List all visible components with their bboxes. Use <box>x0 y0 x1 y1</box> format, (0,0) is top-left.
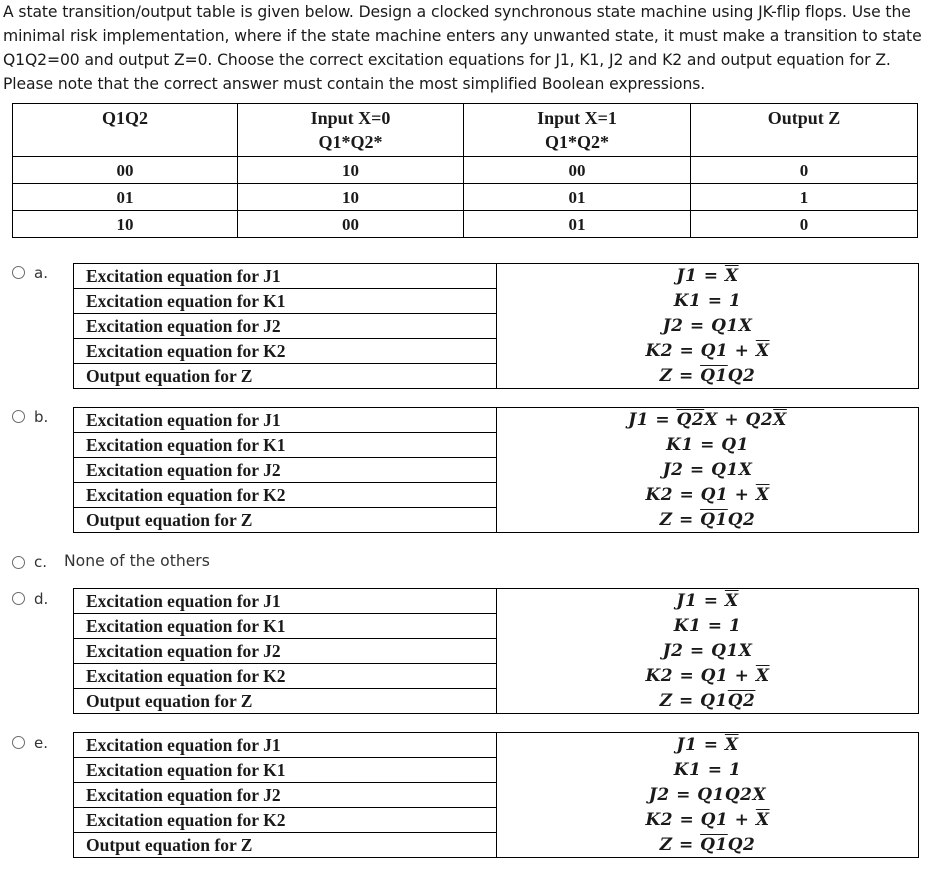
cell-state: 00 <box>13 157 238 184</box>
option-d-equation-table[interactable]: Excitation equation for J1 $J1 = \overline{X}$ Excitation equation for K1 K1 = 1 Excitation equation for J2 J2 = Q1X Excitation equation for K2 $K2 = Q1 + \overline{X}$ Output equation for Z Z = Q1Q2 <box>73 588 919 714</box>
question-text: A state transition/output table is given below. Design a clocked synchronous state machine using JK-flip flops. Use the minimal risk implementation, where if the state machine enters any unwanted state, it must make a transition to state Q1Q2=00 and output Z=0. Choose the correct excitation equations for J1, K1, J2 and K2 and output equation for Z. Please note that the correct answer must contain the most simplified Boolean expressions. <box>3 3 922 93</box>
option-d-radio[interactable] <box>12 592 25 605</box>
table-row <box>13 184 918 211</box>
option-d-letter: d. <box>34 590 49 608</box>
option-e-radio[interactable] <box>12 736 25 749</box>
equation-k1: K1 = Q1 <box>497 433 919 458</box>
option-e-letter: e. <box>34 734 48 752</box>
option-b-letter: b. <box>34 408 49 426</box>
equation-k2: $K2 = Q1 + \overline{X}$ <box>497 339 919 364</box>
header-state: Q1Q2 <box>13 104 238 157</box>
header-input-x0: Input X=0 Q1*Q2* <box>238 104 464 157</box>
table-row <box>13 211 918 238</box>
equation-k2: $K2 = Q1 + \overline{X}$ <box>497 808 919 833</box>
option-c-letter: c. <box>34 553 48 571</box>
option-c-text[interactable]: None of the others <box>64 552 210 570</box>
cell-x1: 01 <box>464 211 691 238</box>
equation-k1: K1 = 1 <box>497 289 919 314</box>
cell-z: 0 <box>691 157 918 184</box>
equation-z: Z = Q1Q2 <box>497 833 919 858</box>
equation-k1: K1 = 1 <box>497 614 919 639</box>
equation-j2: J2 = Q1X <box>497 639 919 664</box>
equation-j2: J2 = Q1X <box>497 458 919 483</box>
equation-j1: $J1 = \overline{X}$ <box>497 589 919 614</box>
option-b-radio[interactable] <box>12 410 25 423</box>
cell-x0: 00 <box>238 211 464 238</box>
equation-j1: $J1 = \overline{X}$ <box>497 733 919 758</box>
state-transition-table <box>12 103 918 238</box>
cell-state: 10 <box>13 211 238 238</box>
cell-x1: 00 <box>464 157 691 184</box>
equation-j1: $J1 = Q2X + Q2\overline{X}$ <box>497 408 919 433</box>
equation-j2: J2 = Q1Q2X <box>497 783 919 808</box>
equation-z: Z = Q1Q2 <box>497 508 919 533</box>
cell-x1: 01 <box>464 184 691 211</box>
header-output: Output Z <box>691 104 918 157</box>
equation-k2: $K2 = Q1 + \overline{X}$ <box>497 664 919 689</box>
equation-k2: $K2 = Q1 + \overline{X}$ <box>497 483 919 508</box>
option-a-radio[interactable] <box>12 266 25 279</box>
equation-k1: K1 = 1 <box>497 758 919 783</box>
equation-j2: J2 = Q1X <box>497 314 919 339</box>
equation-z: Z = Q1Q2 <box>497 689 919 714</box>
option-e-equation-table[interactable]: Excitation equation for J1 $J1 = \overline{X}$ Excitation equation for K1 K1 = 1 Excitation equation for J2 J2 = Q1Q2X Excitation equation for K2 $K2 = Q1 + \overline{X}$ Output equation for Z Z = Q1Q2 <box>73 732 919 858</box>
option-c-radio[interactable] <box>12 556 25 569</box>
equation-z: Z = Q1Q2 <box>497 364 919 389</box>
cell-state: 01 <box>13 184 238 211</box>
cell-x0: 10 <box>238 157 464 184</box>
header-input-x1: Input X=1 Q1*Q2* <box>464 104 691 157</box>
cell-z: 0 <box>691 211 918 238</box>
option-b-equation-table[interactable]: Excitation equation for J1 $J1 = Q2X + Q2\overline{X}$ Excitation equation for K1 K1 = Q1 Excitation equation for J2 J2 = Q1X Excitation equation for K2 $K2 = Q1 + \overline{X}$ Output equation for Z Z = Q1Q2 <box>73 407 919 533</box>
equation-j1: $J1 = \overline{X}$ <box>497 264 919 289</box>
table-row <box>13 157 918 184</box>
option-a-equation-table[interactable]: Excitation equation for J1 $J1 = \overline{X}$ Excitation equation for K1 K1 = 1 Excitation equation for J2 J2 = Q1X Excitation equation for K2 $K2 = Q1 + \overline{X}$ Output equation for Z Z = Q1Q2 <box>73 263 919 389</box>
option-a-letter: a. <box>34 264 48 282</box>
cell-z: 1 <box>691 184 918 211</box>
cell-x0: 10 <box>238 184 464 211</box>
